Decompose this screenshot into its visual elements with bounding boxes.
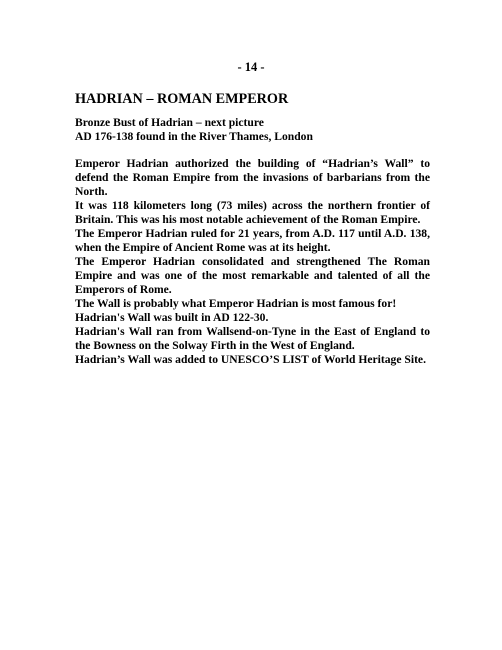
page-heading: HADRIAN – ROMAN EMPEROR	[75, 91, 289, 107]
paragraph: Emperor Hadrian authorized the building of “Hadrian’s Wall” to defend the Roman Empire from the invasions of barbarians from the North.	[75, 157, 430, 198]
caption-line: AD 176-138 found in the River Thames, London	[75, 130, 313, 143]
paragraph: The Emperor Hadrian consolidated and strengthened The Roman Empire and was one of the most remarkable and talented of all the Emperors of Rome.	[75, 255, 430, 296]
paragraph: Hadrian's Wall was built in AD 122-30.	[75, 311, 269, 324]
page-number: - 14 -	[237, 60, 265, 74]
image-caption	[75, 116, 431, 144]
paragraph: It was 118 kilometers long (73 miles) across the northern frontier of Britain. This was his most notable achievement of the Roman Empire.	[75, 199, 430, 226]
paragraph: Hadrian's Wall ran from Wallsend-on-Tyne in the East of England to the Bowness on the Solway Firth in the West of England.	[75, 325, 430, 352]
paragraph: Hadrian’s Wall was added to UNESCO’S LIST of World Heritage Site.	[75, 353, 426, 366]
paragraph: The Wall is probably what Emperor Hadrian is most famous for!	[75, 297, 397, 310]
caption-line: Bronze Bust of Hadrian – next picture	[75, 116, 264, 129]
paragraph: The Emperor Hadrian ruled for 21 years, from A.D. 117 until A.D. 138, when the Empire of Ancient Rome was at its height.	[75, 227, 430, 254]
body-text	[75, 157, 430, 367]
